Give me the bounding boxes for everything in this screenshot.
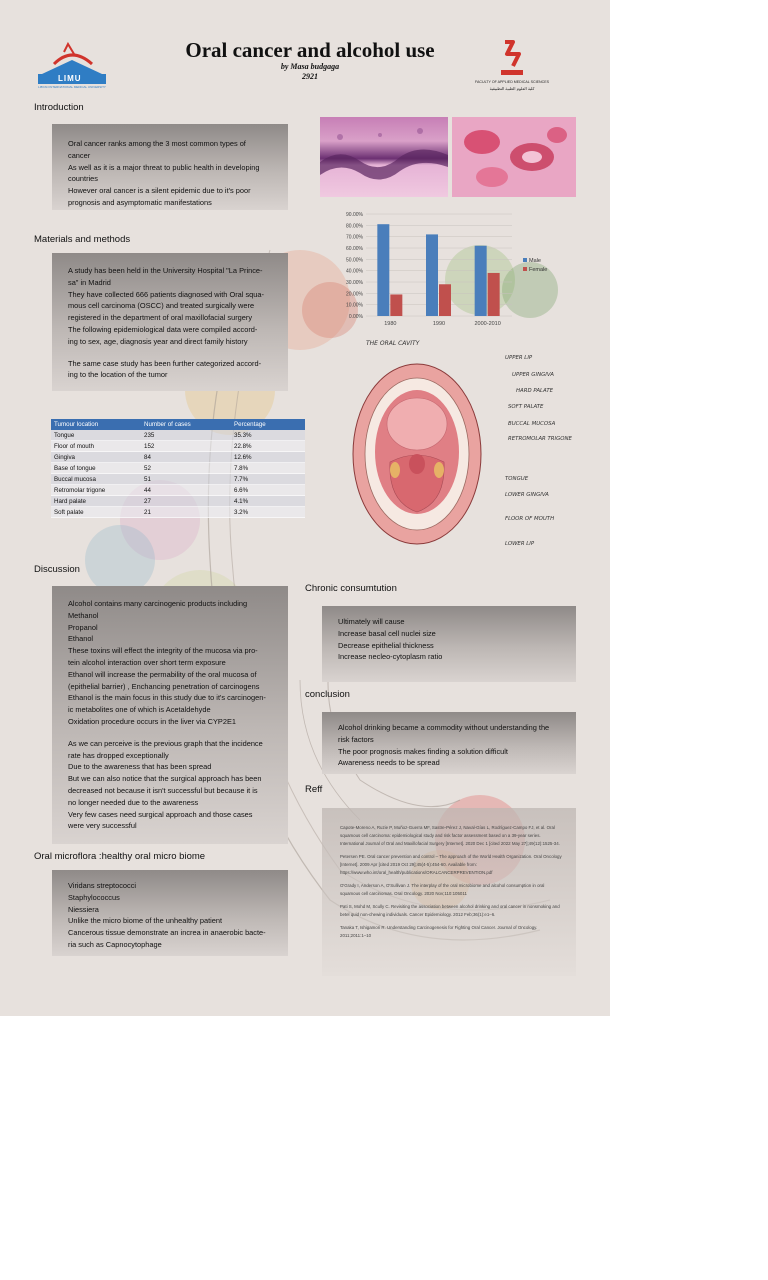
chronic-line: Ultimately will cause	[338, 617, 405, 626]
table-row	[51, 452, 305, 463]
y-tick-label: 30.00%	[346, 280, 363, 286]
intro-line: Oral cancer ranks among the 3 most common types of	[68, 139, 246, 148]
table-cell: Buccal mucosa	[51, 474, 141, 485]
label-upper-gingiva: UPPER GINGIVA	[512, 372, 554, 378]
table-cell: 7.7%	[231, 474, 305, 485]
discussion-line: rate has dropped exceptionally	[68, 750, 169, 760]
references-heading: Reff	[305, 784, 323, 795]
discussion-text	[52, 586, 288, 832]
label-soft-palate: SOFT PALATE	[508, 404, 544, 410]
discussion-line: Methanol	[68, 610, 99, 620]
reference-item: Pati S, Mohd M, Scully C. Revisiting the association between alcohol drinking and oral cancer in nonsmoking and betel quid non-chewing individuals. Cancer Epidemiology. 2012 Feb;36(1):e1–6.	[340, 904, 560, 917]
intro-line: As well as it is a major threat to public health in developing	[68, 162, 260, 172]
y-tick-label: 60.00%	[346, 246, 363, 252]
table-row	[51, 474, 305, 485]
table-cell: 35.3%	[231, 430, 305, 441]
conclusion-line: Awareness needs to be spread	[338, 758, 440, 768]
microflora-text	[52, 870, 288, 951]
chronic-line: Increase necleo-cytoplasm ratio	[338, 652, 443, 662]
table-cell: 27	[141, 496, 231, 507]
table-cell: Floor of mouth	[51, 441, 141, 452]
poster-title: Oral cancer and alcohol use	[185, 38, 435, 62]
introduction-box	[52, 124, 288, 210]
y-tick-label: 90.00%	[346, 212, 363, 218]
table-cell: 84	[141, 452, 231, 463]
chronic-line: Decrease epithelial thickness	[338, 640, 434, 650]
bar-male	[475, 246, 487, 316]
references-box	[322, 808, 576, 976]
histology-image-tumor	[452, 117, 576, 197]
conclusion-text	[322, 712, 576, 769]
y-tick-label: 50.00%	[346, 257, 363, 264]
methods-line: The same case study has been further categorized accord-	[68, 358, 262, 368]
table-row	[51, 441, 305, 452]
discussion-line: Alcohol contains many carcinogenic products including	[68, 599, 248, 608]
poster-byline	[210, 62, 410, 82]
oral-cavity-illustration	[350, 362, 484, 558]
bar-female	[390, 294, 402, 316]
intro-line: However oral cancer is a silent epidemic due to it's poor	[68, 186, 251, 196]
label-lower-lip: LOWER LIP	[505, 541, 535, 547]
microflora-line: Niessiera	[68, 904, 99, 914]
chronic-heading: Chronic consumtution	[305, 583, 397, 594]
y-tick-label: 80.00%	[346, 223, 363, 230]
y-tick-label: 40.00%	[346, 268, 363, 275]
bar-male	[426, 234, 438, 316]
label-lower-gingiva: LOWER GINGIVA	[505, 492, 549, 498]
tumour-location-table	[51, 419, 305, 518]
methods-line: They have collected 666 patients diagnosed with Oral squa-	[68, 289, 264, 299]
discussion-line: decreased not because it isn't successful but because it is	[68, 785, 258, 795]
bar-female	[488, 273, 500, 316]
bar-female	[439, 284, 451, 316]
limu-logo-subtitle: LIBYAN INTERNATIONAL MEDICAL UNIVERSITY	[38, 85, 106, 89]
table-header: Number of cases	[141, 419, 231, 430]
table-cell: Gingiva	[51, 452, 141, 463]
histology-tumor-texture	[452, 117, 576, 197]
y-tick-label: 70.00%	[346, 234, 363, 241]
discussion-line: were very successful	[68, 821, 137, 831]
faculty-emblem-icon	[499, 40, 525, 76]
label-floor-of-mouth: FLOOR OF MOUTH	[505, 516, 555, 522]
table-cell: 44	[141, 485, 231, 496]
table-header: Tumour location	[51, 419, 141, 430]
methods-box	[52, 253, 288, 391]
introduction-heading: Introduction	[34, 102, 84, 113]
histology-image-normal	[320, 117, 448, 197]
discussion-line: As we can perceive is the previous graph that the incidence	[68, 738, 263, 748]
table-row	[51, 430, 305, 441]
intro-line: cancer	[68, 150, 91, 160]
table-cell: 6.6%	[231, 485, 305, 496]
methods-line: ing to the location of the tumor	[68, 370, 168, 380]
microflora-box	[52, 870, 288, 956]
table-row	[51, 496, 305, 507]
discussion-line: tein alcohol interaction over short term exposure	[68, 657, 226, 667]
bar-male	[377, 224, 389, 316]
table-header: Percentage	[231, 419, 305, 430]
discussion-line: Ethanol	[68, 634, 94, 644]
label-buccal-mucosa: BUCCAL MUCOSA	[508, 421, 556, 427]
legend-label: Male	[529, 258, 541, 264]
conclusion-box	[322, 712, 576, 774]
faculty-name-en: FACULTY OF APPLIED MEDICAL SCIENCES	[474, 80, 550, 84]
limu-logo	[34, 42, 110, 90]
label-upper-lip: UPPER LIP	[505, 355, 533, 361]
table-cell: 12.6%	[231, 452, 305, 463]
microflora-heading: Oral microflora :healthy oral micro biome	[34, 851, 206, 862]
reference-item: O'Grady I, Anderson A, O'Sullivan J. The interplay of the oral microbiome and alcohol consumption in oral squamous cell carcinomas. Oral Oncology. 2020 Nov;110:105011	[340, 883, 545, 896]
x-tick-label: 2000-2010	[474, 321, 501, 327]
methods-line: sa" in Madrid	[68, 277, 111, 287]
methods-text	[52, 253, 288, 381]
reference-item: Petersen PE. Oral cancer prevention and control – The approach of the World Health Organization. Oral Oncology [Internet]. 2009 Apr [cited 2019 Oct 29];45(4-5):454-60. Available from: https://www.who.int/oral_health/publications/ORALCANCERPREVENTION.pdf	[340, 854, 562, 875]
table-header-row	[51, 419, 305, 430]
microflora-line: ria such as Capnocytophage	[68, 939, 162, 949]
table-cell: 51	[141, 474, 231, 485]
limu-logo-text: LIMU	[58, 74, 82, 83]
chronic-box	[322, 606, 576, 682]
incidence-bar-chart	[326, 208, 566, 336]
table-cell: 235	[141, 430, 231, 441]
label-retromolar-trigone: RETROMOLAR TRIGONE	[508, 436, 572, 442]
reference-item: Tanaka T, Ishigamori R. Understanding Carcinogenesis for Fighting Oral Cancer. Journal of Oncology. 2011;2011:1–10	[340, 925, 538, 938]
histology-normal-texture	[320, 117, 448, 197]
conclusion-line: The poor prognosis makes finding a solution difficult	[338, 746, 508, 756]
introduction-text	[52, 124, 288, 209]
discussion-line: Oxidation procedure occurs in the liver via CYP2E1	[68, 716, 237, 726]
microflora-line: Unlike the micro biome of the unhealthy patient	[68, 916, 223, 926]
legend-swatch	[523, 267, 527, 271]
discussion-line: (epithelial barrier) , Enchancing penetration of carcinogens	[68, 681, 260, 691]
methods-heading: Materials and methods	[34, 234, 131, 245]
table-cell: Retromolar trigone	[51, 485, 141, 496]
references-list	[322, 808, 576, 940]
y-tick-label: 0.00%	[348, 314, 363, 320]
table-cell: 22.8%	[231, 441, 305, 452]
methods-line: The following epidemiological data were compiled accord-	[68, 324, 258, 334]
conclusion-heading: conclusion	[305, 689, 350, 700]
legend-swatch	[523, 258, 527, 262]
intro-line: prognosis and asymptomatic manifestations	[68, 197, 212, 207]
label-tongue: TONGUE	[505, 476, 529, 482]
table-cell: 4.1%	[231, 496, 305, 507]
x-tick-label: 1990	[432, 321, 446, 327]
table-row	[51, 485, 305, 496]
discussion-heading: Discussion	[34, 564, 80, 575]
table-cell: Hard palate	[51, 496, 141, 507]
table-cell: 7.8%	[231, 463, 305, 474]
discussion-line: Propanol	[68, 622, 98, 632]
table-cell: Base of tongue	[51, 463, 141, 474]
chronic-text	[322, 606, 576, 663]
table-row	[51, 507, 305, 518]
y-tick-label: 10.00%	[346, 302, 363, 309]
author-name: by Masa budgaga	[280, 62, 340, 71]
table-row	[51, 463, 305, 474]
microflora-line: Cancerous tissue demonstrate an increa in anaerobic bacte-	[68, 928, 266, 938]
legend-label: Female	[529, 267, 548, 273]
reference-item: Capote-Moreno A, Ruzie P, Muñoz-Guerra MF, Sastre-Pérez J, Naval-Gías L, Rodríguez-Campo FJ, et al. Oral squamous cell carcinoma: epidemiological study and risk factor assessment based on a 39-year series. International Journal of Oral and Maxillofacial Surgery [Internet]. 2020 Dec 1 [cited 2022 May 27];49(12):1525-34.	[340, 825, 560, 846]
methods-line: ing to sex, age, diagnosis year and direct family history	[68, 336, 248, 346]
chronic-line: Increase basal cell nuclei size	[338, 628, 436, 638]
faculty-name-ar: كلية العلوم الطبية التطبيقية	[489, 86, 535, 91]
table-cell: 3.2%	[231, 507, 305, 518]
table-cell: 52	[141, 463, 231, 474]
discussion-line: Due to the awareness that has been spread	[68, 762, 212, 772]
microflora-line: Staphylococcus	[68, 892, 120, 902]
intro-line: countries	[68, 174, 98, 184]
discussion-box	[52, 586, 288, 844]
table-cell: Soft palate	[51, 507, 141, 518]
x-tick-label: 1980	[384, 321, 397, 327]
discussion-line: These toxins will effect the integrity of the mucosa via pro-	[68, 646, 258, 656]
methods-line: registered in the department of oral maxillofacial surgery	[68, 313, 253, 323]
y-tick-label: 20.00%	[346, 291, 363, 298]
discussion-line: But we can also notice that the surgical approach has been	[68, 774, 262, 784]
student-id: 2921	[302, 72, 318, 81]
discussion-line: Ethanol is the main focus in this study due to it's carcinogen-	[68, 693, 266, 703]
methods-line: mous cell carcinoma (OSCC) and treated surgically were	[68, 301, 255, 311]
discussion-line: ic metabolites one of which is Acetaldehyde	[68, 705, 211, 715]
oral-cavity-title: THE ORAL CAVITY	[366, 340, 420, 347]
discussion-line: no longer needed due to the awareness	[68, 797, 199, 807]
discussion-line: Very few cases need surgical approach and those cases	[68, 809, 253, 819]
table-cell: 21	[141, 507, 231, 518]
conclusion-line: Alcohol drinking became a commodity without understanding the	[338, 723, 550, 732]
methods-line: A study has been held in the University Hospital "La Prince-	[68, 266, 263, 275]
table-cell: 152	[141, 441, 231, 452]
conclusion-line: risk factors	[338, 734, 374, 744]
microflora-line: Viridans streptococci	[68, 881, 137, 890]
discussion-line: Ethanol will increase the permability of the oral mucosa of	[68, 669, 257, 679]
label-hard-palate: HARD PALATE	[516, 388, 554, 394]
table-cell: Tongue	[51, 430, 141, 441]
